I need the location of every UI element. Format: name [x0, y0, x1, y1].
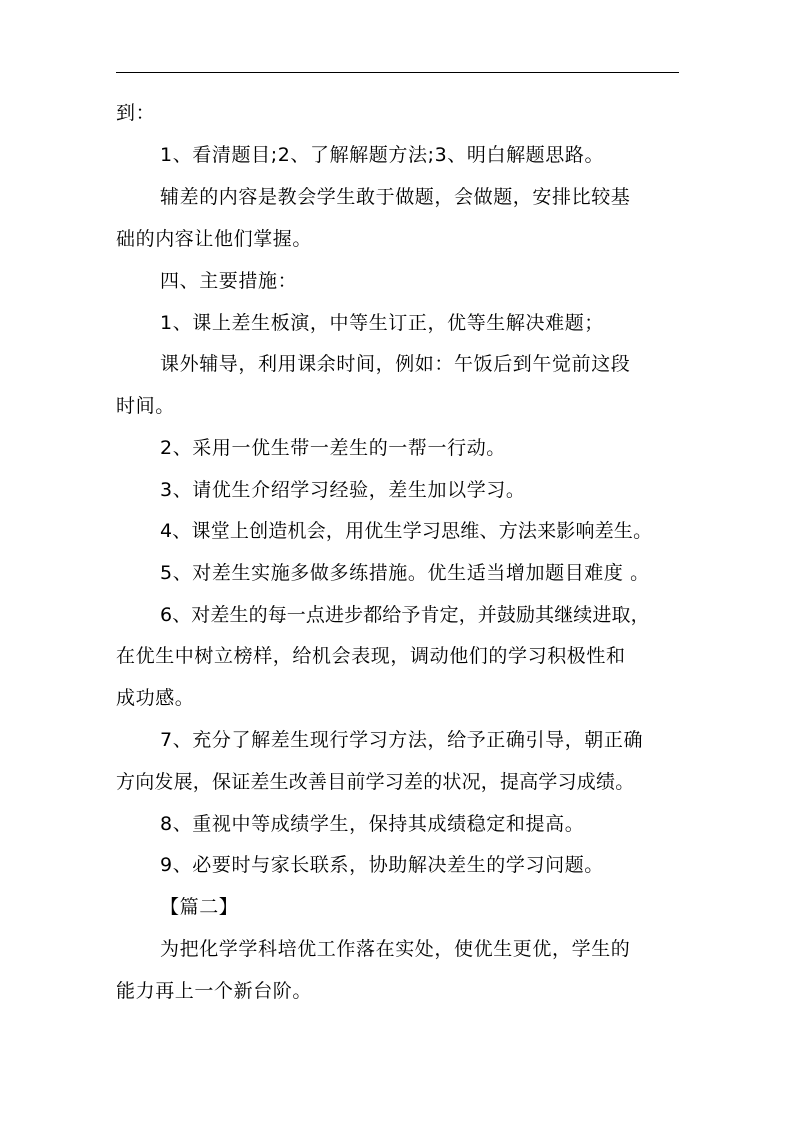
- text-line: 时间。: [116, 395, 175, 417]
- text-line: 1、课上差生板演，中等生订正，优等生解决难题；: [160, 312, 604, 334]
- text-line: 成功感。: [116, 687, 195, 709]
- text-line: 辅差的内容是教会学生敢于做题，会做题，安排比较基: [160, 186, 631, 208]
- text-line: 2、采用一优生带一差生的一帮一行动。: [160, 437, 506, 459]
- header-rule: [116, 72, 679, 73]
- text-line: 在优生中树立榜样，给机会表现，调动他们的学习积极性和: [116, 645, 626, 667]
- text-line: 8、重视中等成绩学生，保持其成绩稳定和提高。: [160, 813, 585, 835]
- text-line: 6、对差生的每一点进步都给予肯定，并鼓励其继续进取，: [160, 604, 650, 626]
- text-line: 9、必要时与家长联系，协助解决差生的学习问题。: [160, 854, 604, 876]
- text-line: 为把化学学科培优工作落在实处，使优生更优，学生的: [160, 938, 631, 960]
- section-heading: 四、主要措施：: [160, 270, 298, 292]
- text-line: 课外辅导，利用课余时间，例如：午饭后到午觉前这段: [160, 353, 631, 375]
- text-line: 7、充分了解差生现行学习方法，给予正确引导，朝正确: [160, 729, 644, 751]
- text-line: 能力再上一个新台阶。: [116, 980, 313, 1002]
- text-line: 方向发展，保证差生改善目前学习差的状况，提高学习成绩。: [116, 771, 635, 793]
- text-line: 3、请优生介绍学习经验，差生加以学习。: [160, 479, 526, 501]
- text-line: 到：: [116, 102, 156, 124]
- section-heading: 【篇二】: [160, 896, 239, 918]
- text-line: 4、课堂上创造机会，用优生学习思维、方法来影响差生。: [160, 520, 653, 542]
- text-line: 础的内容让他们掌握。: [116, 228, 313, 250]
- text-line: 1、看清题目;2、了解解题方法;3、明白解题思路。: [160, 144, 605, 166]
- text-line: 5、对差生实施多做多练措施。优生适当增加题目难度 。: [160, 562, 650, 584]
